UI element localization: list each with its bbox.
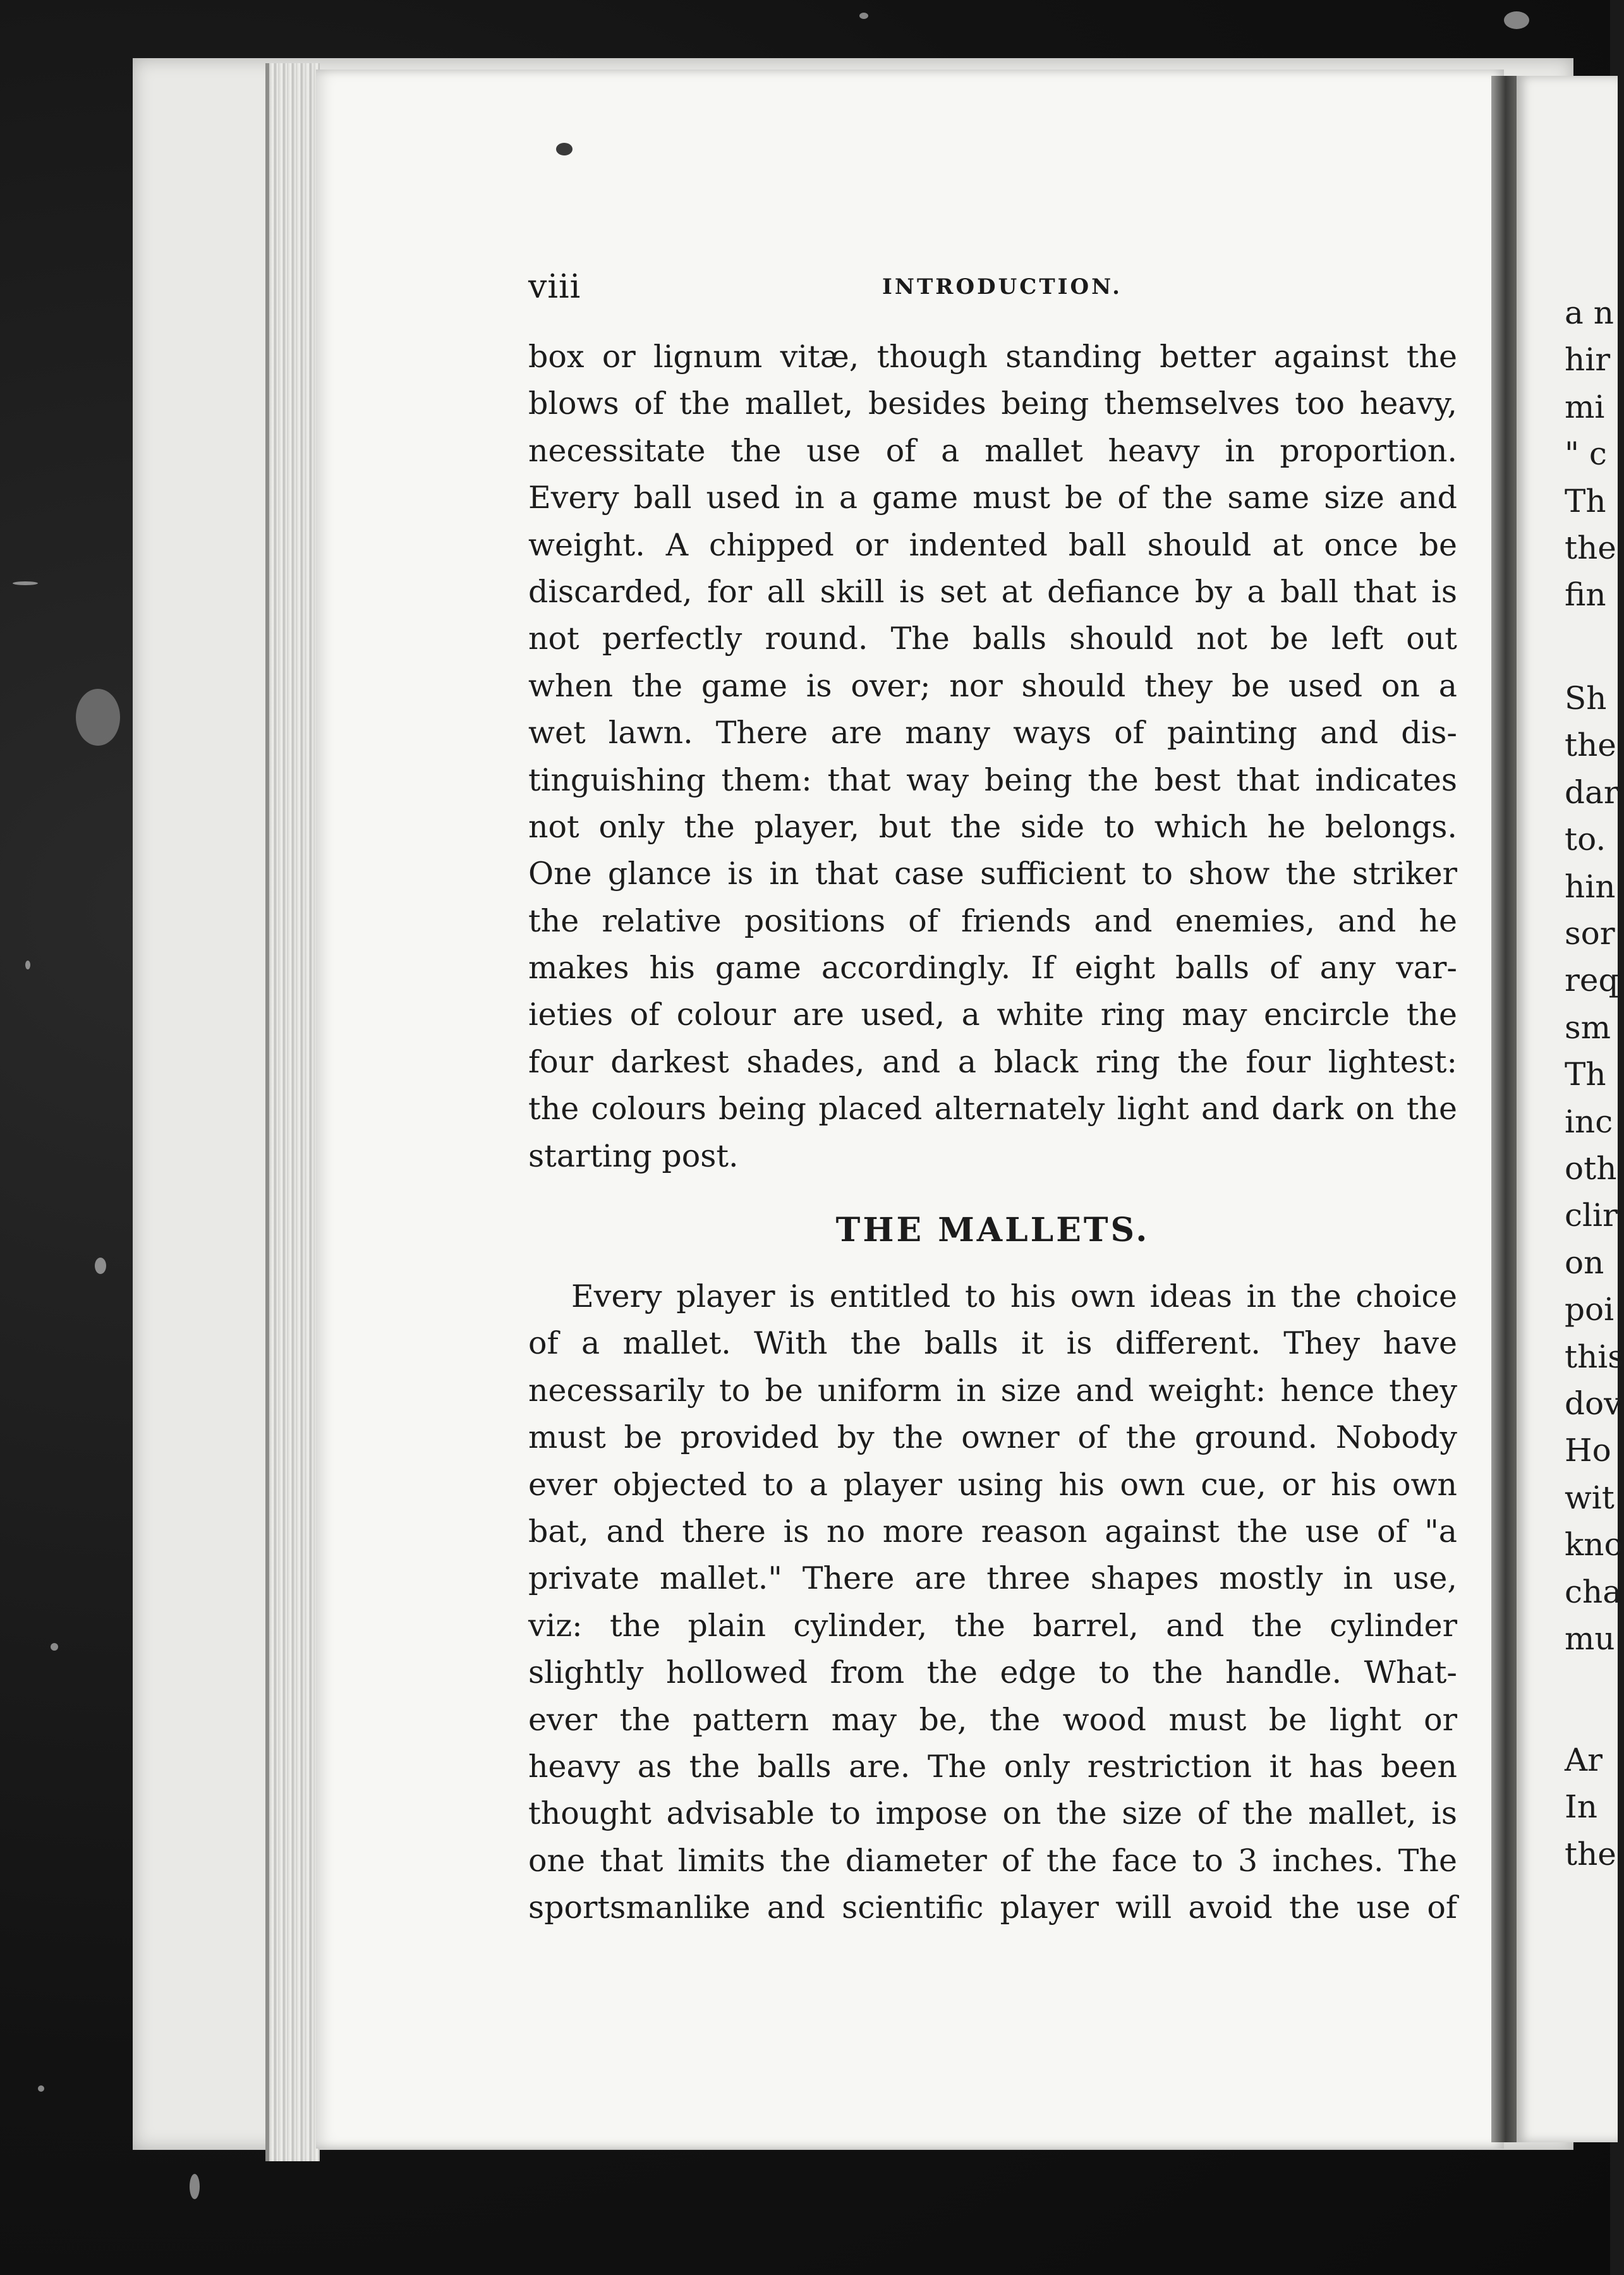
paragraph-balls [528,334,1457,1180]
scan-speck [76,689,120,746]
scan-speck [25,961,30,969]
text-line: heavy as the balls are. The only restriction it has been [528,1748,1457,1785]
adjacent-page-line: dar [1565,774,1619,811]
adjacent-page-line: " c [1565,435,1607,473]
text-line: weight. A chipped or indented ball should at once be [528,526,1457,563]
adjacent-page-line: sor [1565,915,1615,952]
text-line: when the game is over; nor should they be used on a [528,667,1457,704]
text-line: necessarily to be uniform in size and weight: hence they [528,1372,1457,1409]
text-line: four darkest shades, and a black ring the four lightest: [528,1043,1457,1080]
adjacent-page-line: the [1565,727,1616,764]
adjacent-page-line: on [1565,1244,1604,1281]
adjacent-page-fragment [1517,76,1624,2142]
text-line: one that limits the diameter of the face to 3 inches. The [528,1842,1457,1879]
text-line: discarded, for all skill is set at defiance by a ball that is [528,573,1457,610]
text-line: thought advisable to impose on the size of the mallet, is [528,1795,1457,1832]
text-line: necessitate the use of a mallet heavy in proportion. [528,432,1457,469]
scan-speck [190,2174,200,2199]
text-line: the relative positions of friends and enemies, and he [528,902,1457,939]
scan-speck [38,2085,44,2092]
section-heading: THE MALLETS. [835,1211,1150,1250]
text-line: must be provided by the owner of the ground. Nobody [528,1419,1457,1456]
text-line: Every player is entitled to his own ideas in the choice [571,1278,1457,1315]
adjacent-page-line: Th [1565,1056,1606,1093]
adjacent-page-line: Ar [1565,1742,1603,1778]
text-line: of a mallet. With the balls it is different. They have [528,1325,1457,1362]
adjacent-page-line: In [1565,1788,1597,1826]
text-line: ever the pattern may be, the wood must be light or [528,1701,1457,1738]
text-line: wet lawn. There are many ways of painting and dis- [528,715,1457,751]
adjacent-page-line: poi [1565,1291,1615,1328]
text-line: starting post. [528,1138,739,1174]
adjacent-page-line: clir [1565,1197,1618,1234]
adjacent-page-line: kno [1565,1526,1623,1563]
scan-speck [95,1258,106,1274]
adjacent-page-line: mi [1565,388,1605,425]
text-line: ieties of colour are used, a white ring may encircle the [528,997,1457,1033]
scan-speck [1504,11,1529,29]
text-line: One glance is in that case sufficient to show the striker [528,856,1457,892]
adjacent-page-line: hir [1565,341,1611,379]
adjacent-page-line: wit [1565,1479,1615,1516]
adjacent-page-line: dov [1565,1385,1622,1422]
text-line: makes his game accordingly. If eight balls of any var- [528,950,1457,986]
text-line: ever objected to a player using his own cue, or his own [528,1466,1457,1503]
adjacent-page-line: to. [1565,821,1606,858]
text-line: not only the player, but the side to which he belongs. [528,808,1457,845]
page-edges [265,63,320,2161]
adjacent-page-line: hin [1565,868,1616,905]
adjacent-page-line: the [1565,530,1616,566]
text-line: viz: the plain cylinder, the barrel, and the cylinder [528,1607,1457,1644]
adjacent-page-line: inc [1565,1103,1613,1140]
text-line: Every ball used in a game must be of the same size and [528,480,1457,516]
text-line: box or lignum vitæ, though standing better against the [528,339,1457,375]
text-line: blows of the mallet, besides being themselves too heavy, [528,385,1457,422]
adjacent-page-line: fin [1565,576,1606,614]
text-line: the colours being placed alternately light and dark on the [528,1091,1457,1127]
adjacent-page-line: Sh [1565,680,1607,717]
scan-speck [51,1643,58,1651]
adjacent-page-line: this [1565,1338,1624,1375]
text-line: slightly hollowed from the edge to the handle. What- [528,1654,1457,1691]
text-line: not perfectly round. The balls should not be left out [528,621,1457,657]
text-line: sportsmanlike and scientific player will avoid the use of [528,1890,1457,1926]
adjacent-page-line: mu [1565,1620,1615,1657]
adjacent-page-line: the [1565,1835,1616,1872]
scan-speck [13,581,38,585]
adjacent-page-line: cha [1565,1573,1622,1610]
running-head-title: INTRODUCTION. [882,274,1122,300]
text-line: private mallet." There are three shapes mostly in use, [528,1560,1457,1597]
adjacent-page-line: Th [1565,482,1606,519]
paragraph-mallets [528,1273,1457,1931]
adjacent-page-line: a n [1565,294,1614,331]
adjacent-page-line: sm [1565,1009,1611,1046]
ink-smudge [556,143,573,155]
page-number: viii [528,268,581,306]
text-line: bat, and there is no more reason against the use of "a [528,1513,1457,1550]
adjacent-page-line: Ho [1565,1432,1611,1469]
page-body [528,334,1457,1932]
adjacent-page-line: oth [1565,1150,1617,1187]
text-line: tinguishing them: that way being the best that indicates [528,761,1457,798]
scan-speck [859,13,868,19]
adjacent-page-line: req [1565,962,1619,999]
running-head [528,268,1457,310]
